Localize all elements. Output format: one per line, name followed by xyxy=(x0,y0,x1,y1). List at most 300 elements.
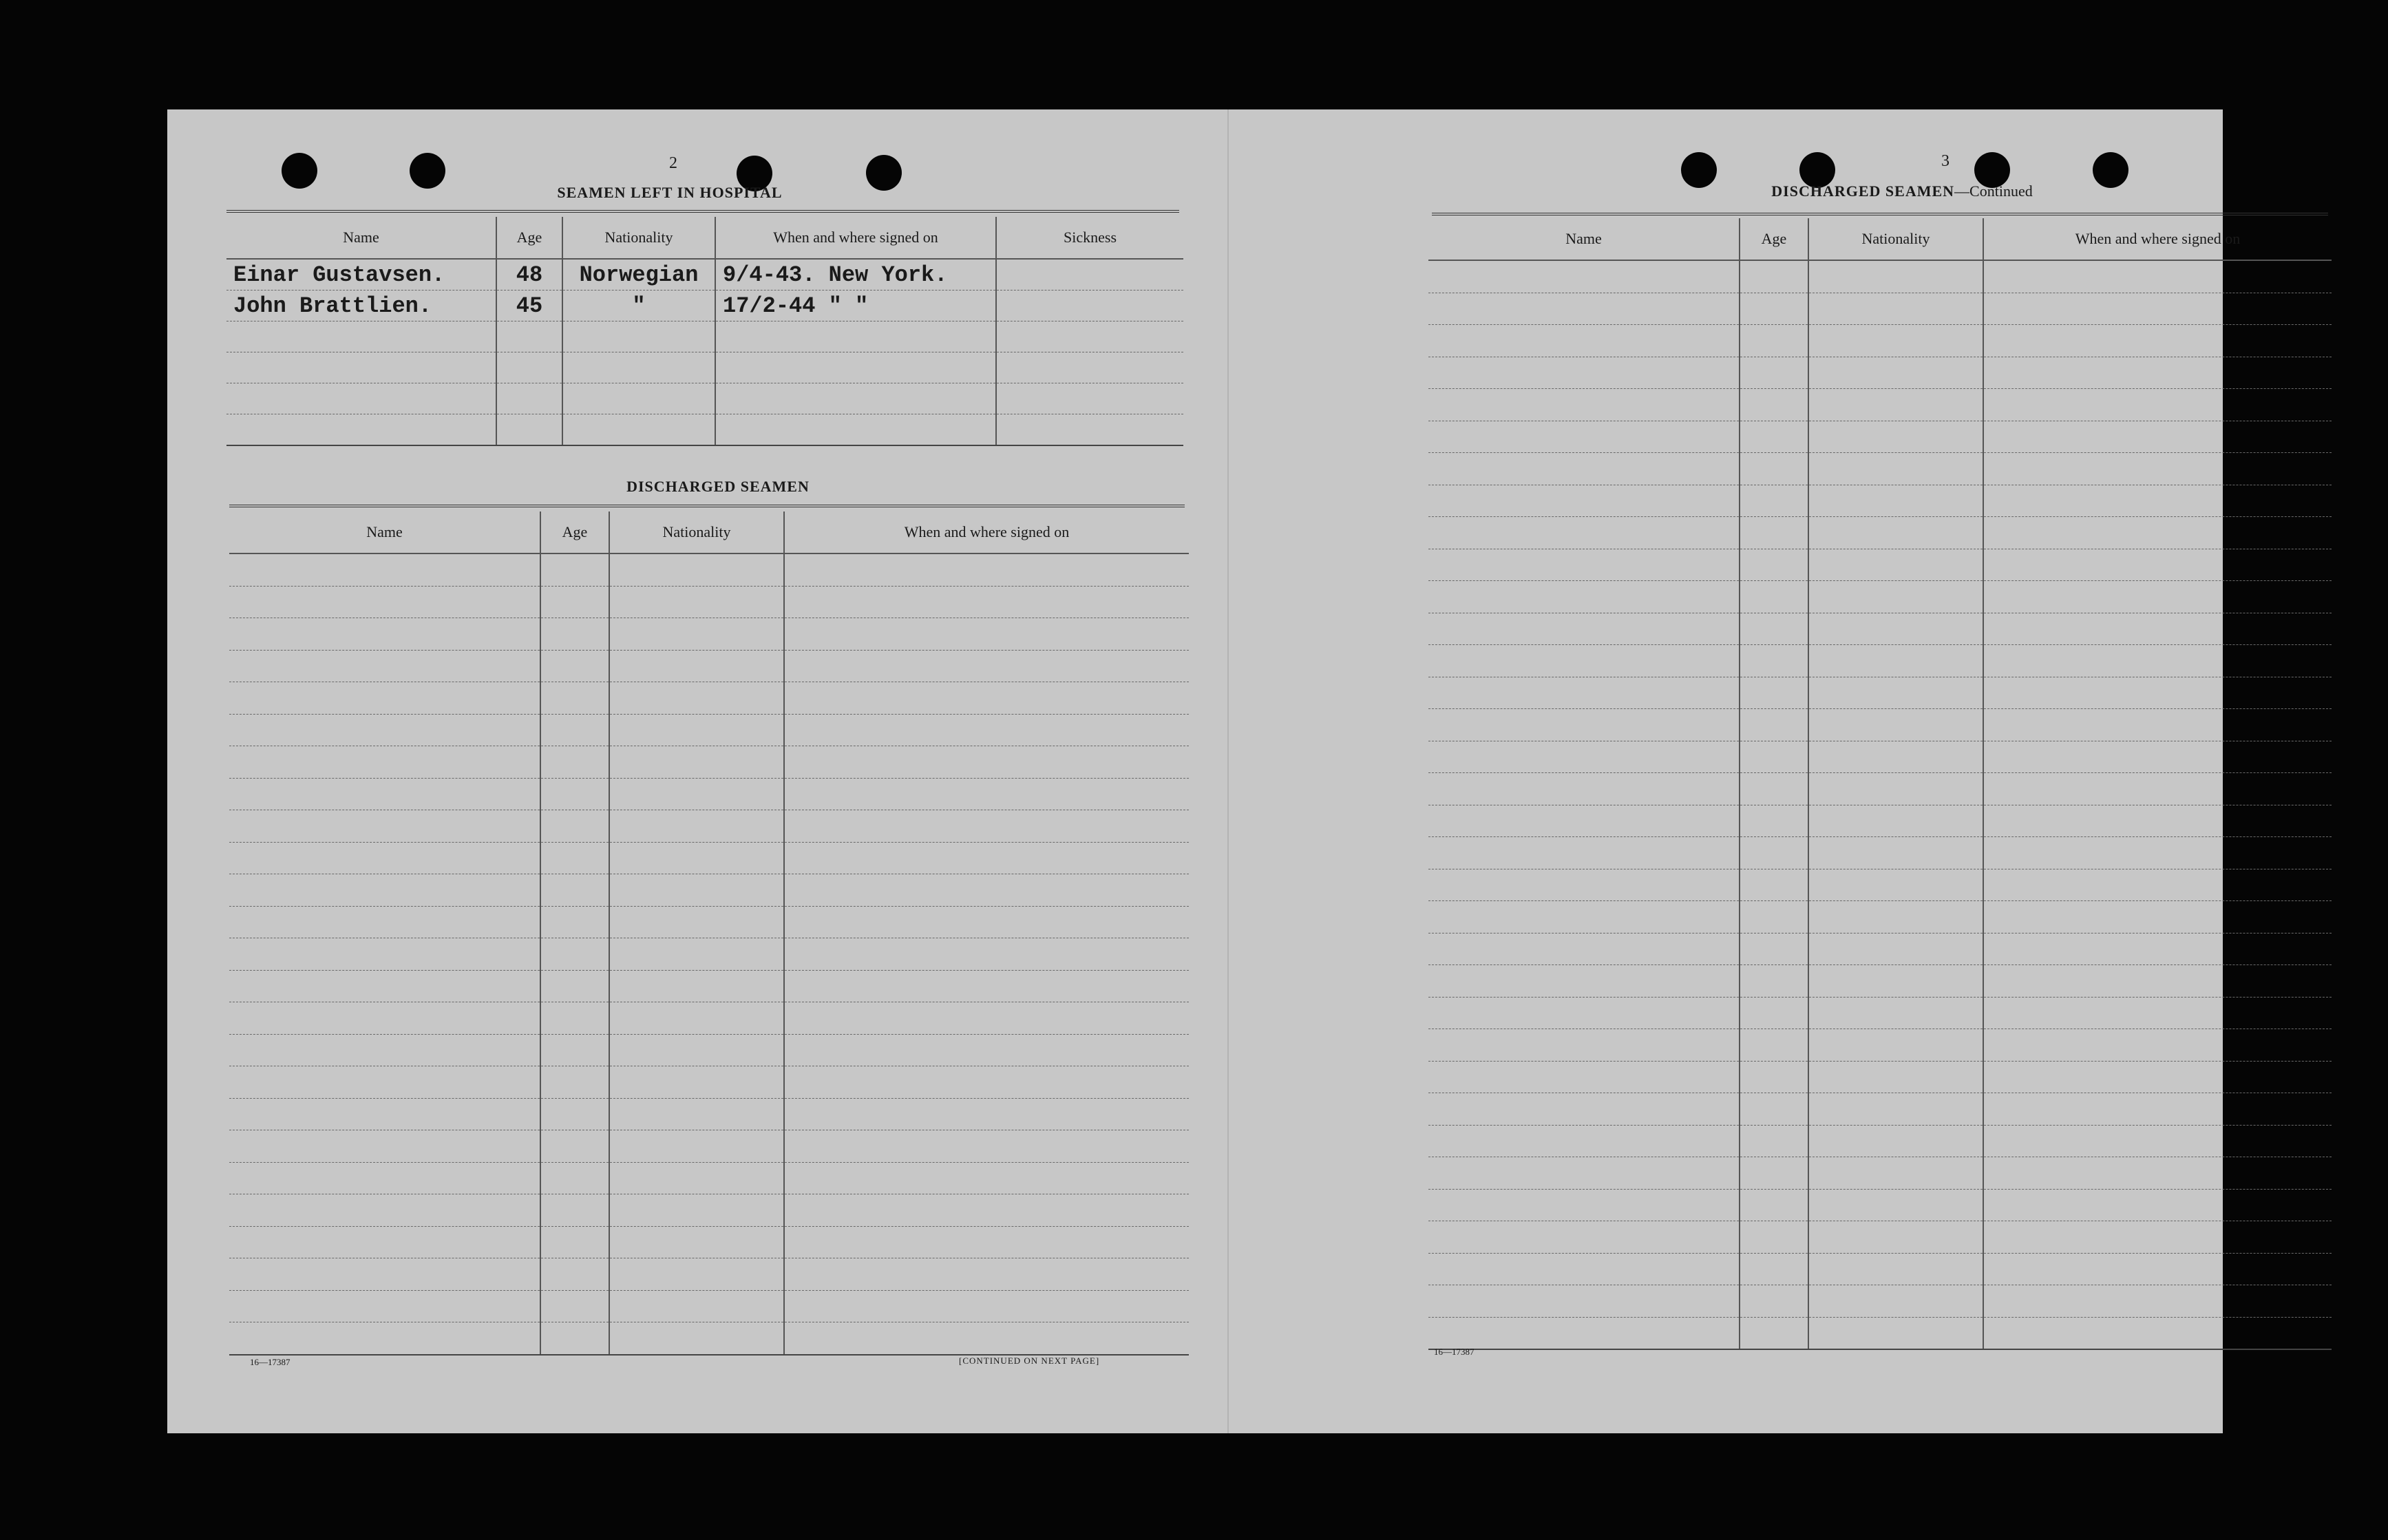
nationality-cell xyxy=(1808,581,1983,613)
signed-on-cell xyxy=(1983,709,2332,741)
nationality-cell xyxy=(1808,933,1983,965)
name-cell xyxy=(229,1002,540,1035)
signed-on-cell xyxy=(1983,677,2332,709)
age-cell xyxy=(540,1002,609,1035)
table-row xyxy=(229,1066,1189,1099)
age-cell xyxy=(1740,485,1808,517)
name-cell xyxy=(1428,1061,1740,1093)
age-cell xyxy=(540,1290,609,1322)
binder-hole xyxy=(2093,152,2128,188)
nationality-cell xyxy=(609,682,784,715)
name-cell xyxy=(1428,613,1740,645)
signed-on-cell xyxy=(1983,1125,2332,1157)
table-row xyxy=(1428,1157,2332,1190)
col-header-nationality: Nationality xyxy=(1808,218,1983,260)
table-row xyxy=(1428,581,2332,613)
name-cell xyxy=(1428,805,1740,837)
table-row xyxy=(1428,549,2332,581)
age-cell xyxy=(1740,325,1808,357)
table-row xyxy=(1428,741,2332,773)
nationality-cell xyxy=(1808,357,1983,389)
age-cell xyxy=(1740,869,1808,901)
age-cell xyxy=(540,938,609,971)
left-page xyxy=(167,109,1227,1433)
table-row xyxy=(226,414,1183,446)
age-cell xyxy=(1740,645,1808,677)
signed-on-cell xyxy=(1983,1061,2332,1093)
name-cell xyxy=(229,1226,540,1258)
table-row xyxy=(1428,933,2332,965)
name-cell xyxy=(229,746,540,779)
nationality-cell xyxy=(1808,1189,1983,1221)
table-row xyxy=(1428,965,2332,998)
name-cell xyxy=(1428,709,1740,741)
nationality-cell xyxy=(1808,1317,1983,1349)
nationality-cell xyxy=(609,1322,784,1355)
name-cell xyxy=(1428,1285,1740,1318)
name-cell xyxy=(229,1322,540,1355)
nationality-cell xyxy=(1808,1029,1983,1062)
table-row xyxy=(1428,1285,2332,1318)
sickness-cell xyxy=(996,414,1183,446)
age-cell xyxy=(540,906,609,938)
signed-on-cell xyxy=(784,682,1189,715)
col-header-signed-on: When and where signed on xyxy=(784,511,1189,553)
signed-on-cell xyxy=(1983,1253,2332,1285)
name-cell xyxy=(229,1130,540,1163)
table-row xyxy=(229,1194,1189,1227)
age-cell xyxy=(540,1098,609,1130)
name-cell xyxy=(1428,1253,1740,1285)
age-cell xyxy=(496,352,562,383)
name-cell: John Brattlien. xyxy=(226,291,496,321)
nationality-cell xyxy=(1808,549,1983,581)
name-cell: Einar Gustavsen. xyxy=(226,259,496,291)
table-row xyxy=(1428,901,2332,934)
nationality-cell xyxy=(1808,293,1983,325)
signed-on-cell xyxy=(784,1066,1189,1099)
signed-on-cell xyxy=(784,618,1189,651)
page-number: 2 xyxy=(669,154,677,172)
table-row xyxy=(1428,613,2332,645)
signed-on-cell xyxy=(715,383,996,414)
name-cell xyxy=(229,650,540,682)
name-cell xyxy=(229,682,540,715)
name-cell xyxy=(229,1290,540,1322)
table-row xyxy=(226,352,1183,383)
age-cell xyxy=(540,586,609,618)
age-cell xyxy=(540,1130,609,1163)
table-row xyxy=(1428,1317,2332,1349)
col-header-nationality: Nationality xyxy=(562,217,715,259)
signed-on-cell xyxy=(1983,613,2332,645)
name-cell xyxy=(1428,869,1740,901)
age-cell xyxy=(1740,965,1808,998)
col-header-signed-on: When and where signed on xyxy=(1983,218,2332,260)
nationality-cell xyxy=(1808,325,1983,357)
age-cell xyxy=(540,650,609,682)
nationality-cell xyxy=(1808,709,1983,741)
age-cell xyxy=(1740,997,1808,1029)
signed-on-cell xyxy=(1983,357,2332,389)
signed-on-cell: 9/4-43. New York. xyxy=(715,259,996,291)
signed-on-cell xyxy=(1983,1285,2332,1318)
age-cell xyxy=(540,970,609,1002)
nationality-cell xyxy=(1808,773,1983,805)
nationality-cell xyxy=(1808,1093,1983,1126)
name-cell xyxy=(229,906,540,938)
age-cell xyxy=(540,1322,609,1355)
name-cell xyxy=(1428,677,1740,709)
signed-on-cell xyxy=(1983,933,2332,965)
signed-on-cell xyxy=(1983,1221,2332,1254)
table-row xyxy=(1428,453,2332,485)
signed-on-cell xyxy=(784,586,1189,618)
nationality-cell xyxy=(609,874,784,907)
table-row xyxy=(1428,645,2332,677)
signed-on-cell xyxy=(784,938,1189,971)
age-cell xyxy=(540,553,609,586)
table-row xyxy=(1428,325,2332,357)
nationality-cell xyxy=(1808,260,1983,293)
signed-on-cell xyxy=(1983,645,2332,677)
signed-on-cell xyxy=(1983,1093,2332,1126)
table-row xyxy=(1428,485,2332,517)
age-cell xyxy=(496,383,562,414)
age-cell xyxy=(540,714,609,746)
age-cell xyxy=(1740,517,1808,549)
table-row xyxy=(1428,1093,2332,1126)
table-row xyxy=(229,618,1189,651)
table-row xyxy=(229,1130,1189,1163)
nationality-cell xyxy=(1808,1157,1983,1190)
name-cell xyxy=(229,938,540,971)
signed-on-cell xyxy=(784,810,1189,843)
title-suffix: —Continued xyxy=(1954,182,2033,200)
name-cell xyxy=(1428,293,1740,325)
name-cell xyxy=(1428,1125,1740,1157)
age-cell xyxy=(1740,677,1808,709)
table-row xyxy=(1428,1253,2332,1285)
age-cell xyxy=(540,810,609,843)
title-rule xyxy=(226,210,1179,213)
age-cell xyxy=(540,1066,609,1099)
table-row xyxy=(229,938,1189,971)
signed-on-cell xyxy=(784,1194,1189,1227)
age-cell xyxy=(540,842,609,874)
name-cell xyxy=(229,1194,540,1227)
name-cell xyxy=(1428,1189,1740,1221)
nationality-cell xyxy=(609,906,784,938)
col-header-signed-on: When and where signed on xyxy=(715,217,996,259)
age-cell xyxy=(540,746,609,779)
nationality-cell xyxy=(609,778,784,810)
signed-on-cell xyxy=(1983,517,2332,549)
name-cell xyxy=(229,842,540,874)
table-row xyxy=(229,874,1189,907)
name-cell xyxy=(229,1066,540,1099)
table-row xyxy=(1428,260,2332,293)
table-row xyxy=(1428,1125,2332,1157)
signed-on-cell xyxy=(784,1226,1189,1258)
signed-on-cell xyxy=(1983,773,2332,805)
name-cell xyxy=(1428,1221,1740,1254)
age-cell xyxy=(1740,1029,1808,1062)
name-cell xyxy=(1428,389,1740,421)
nationality-cell xyxy=(609,618,784,651)
age-cell xyxy=(1740,293,1808,325)
name-cell xyxy=(1428,1317,1740,1349)
table-row xyxy=(1428,997,2332,1029)
age-cell xyxy=(1740,741,1808,773)
nationality-cell xyxy=(1808,421,1983,453)
form-number: 16—17387 xyxy=(1434,1347,1475,1357)
name-cell xyxy=(229,1258,540,1291)
age-cell xyxy=(1740,1221,1808,1254)
nationality-cell xyxy=(1808,1125,1983,1157)
table-row xyxy=(226,259,1183,291)
name-cell xyxy=(1428,549,1740,581)
table-row xyxy=(1428,1061,2332,1093)
table-row xyxy=(229,1002,1189,1035)
sickness-cell xyxy=(996,259,1183,291)
name-cell xyxy=(1428,837,1740,869)
nationality-cell xyxy=(1808,1221,1983,1254)
age-cell xyxy=(1740,901,1808,934)
nationality-cell xyxy=(1808,453,1983,485)
signed-on-cell xyxy=(1983,389,2332,421)
name-cell xyxy=(229,810,540,843)
signed-on-cell xyxy=(1983,421,2332,453)
table-row xyxy=(229,1162,1189,1194)
table-row xyxy=(229,714,1189,746)
signed-on-cell xyxy=(784,1098,1189,1130)
table-row xyxy=(229,1322,1189,1355)
nationality-cell xyxy=(609,938,784,971)
table-row xyxy=(1428,869,2332,901)
signed-on-cell xyxy=(784,1290,1189,1322)
nationality-cell xyxy=(1808,389,1983,421)
age-cell xyxy=(1740,1317,1808,1349)
age-cell xyxy=(1740,421,1808,453)
nationality-cell xyxy=(1808,645,1983,677)
nationality-cell xyxy=(562,352,715,383)
name-cell xyxy=(1428,260,1740,293)
signed-on-cell xyxy=(1983,997,2332,1029)
nationality-cell xyxy=(1808,677,1983,709)
col-header-name: Name xyxy=(226,217,496,259)
name-cell xyxy=(1428,1157,1740,1190)
nationality-cell xyxy=(609,1226,784,1258)
nationality-cell xyxy=(609,746,784,779)
name-cell xyxy=(226,321,496,352)
name-cell xyxy=(1428,933,1740,965)
col-header-age: Age xyxy=(1740,218,1808,260)
nationality-cell xyxy=(609,1002,784,1035)
signed-on-cell xyxy=(784,714,1189,746)
nationality-cell: Norwegian xyxy=(562,259,715,291)
name-cell xyxy=(229,714,540,746)
title-rule xyxy=(229,505,1185,507)
name-cell xyxy=(1428,965,1740,998)
table-row xyxy=(226,291,1183,321)
discharged-continued-title xyxy=(1723,182,2081,200)
age-cell xyxy=(540,1162,609,1194)
age-cell xyxy=(1740,389,1808,421)
signed-on-cell xyxy=(1983,325,2332,357)
name-cell xyxy=(229,874,540,907)
table-row xyxy=(226,383,1183,414)
age-cell xyxy=(540,1034,609,1066)
nationality-cell xyxy=(609,970,784,1002)
signed-on-cell xyxy=(1983,901,2332,934)
age-cell xyxy=(1740,260,1808,293)
age-cell xyxy=(540,778,609,810)
signed-on-cell xyxy=(784,1034,1189,1066)
name-cell xyxy=(1428,581,1740,613)
name-cell xyxy=(1428,901,1740,934)
name-cell xyxy=(1428,773,1740,805)
name-cell xyxy=(229,618,540,651)
age-cell xyxy=(1740,709,1808,741)
signed-on-cell xyxy=(1983,453,2332,485)
hospital-header-row xyxy=(226,217,1183,259)
age-cell xyxy=(496,414,562,446)
nationality-cell xyxy=(1808,837,1983,869)
name-cell xyxy=(1428,1093,1740,1126)
table-row xyxy=(229,778,1189,810)
title-rule xyxy=(1432,213,2328,215)
col-header-nationality: Nationality xyxy=(609,511,784,553)
name-cell xyxy=(226,383,496,414)
signed-on-cell xyxy=(715,352,996,383)
nationality-cell xyxy=(1808,869,1983,901)
age-cell xyxy=(1740,1093,1808,1126)
table-row xyxy=(1428,805,2332,837)
table-row xyxy=(229,586,1189,618)
signed-on-cell xyxy=(1983,581,2332,613)
name-cell xyxy=(1428,997,1740,1029)
age-cell xyxy=(540,682,609,715)
table-row xyxy=(1428,1029,2332,1062)
signed-on-cell xyxy=(784,906,1189,938)
signed-on-cell xyxy=(1983,1189,2332,1221)
nationality-cell xyxy=(1808,901,1983,934)
table-row xyxy=(1428,357,2332,389)
signed-on-cell: 17/2-44 " " xyxy=(715,291,996,321)
age-cell xyxy=(1740,549,1808,581)
age-cell: 45 xyxy=(496,291,562,321)
nationality-cell xyxy=(1808,741,1983,773)
signed-on-cell xyxy=(784,1002,1189,1035)
table-row xyxy=(229,906,1189,938)
age-cell xyxy=(1740,1125,1808,1157)
age-cell xyxy=(1740,773,1808,805)
sickness-cell xyxy=(996,321,1183,352)
continued-note: [CONTINUED ON NEXT PAGE] xyxy=(959,1356,1100,1366)
name-cell xyxy=(1428,325,1740,357)
nationality-cell xyxy=(1808,1285,1983,1318)
age-cell xyxy=(1740,1285,1808,1318)
nationality-cell xyxy=(1808,613,1983,645)
nationality-cell xyxy=(1808,805,1983,837)
name-cell xyxy=(1428,421,1740,453)
nationality-cell xyxy=(609,1034,784,1066)
nationality-cell xyxy=(609,810,784,843)
sickness-cell xyxy=(996,352,1183,383)
right-page xyxy=(1227,109,2241,1433)
table-row xyxy=(1428,837,2332,869)
age-cell xyxy=(540,1194,609,1227)
name-cell xyxy=(229,1098,540,1130)
age-cell xyxy=(540,618,609,651)
name-cell xyxy=(1428,645,1740,677)
col-header-name: Name xyxy=(1428,218,1740,260)
signed-on-cell xyxy=(784,1162,1189,1194)
table-row xyxy=(229,682,1189,715)
table-row xyxy=(226,321,1183,352)
nationality-cell xyxy=(609,1098,784,1130)
discharged-table xyxy=(229,511,1189,1356)
signed-on-cell xyxy=(1983,1157,2332,1190)
signed-on-cell xyxy=(784,1322,1189,1355)
table-row xyxy=(1428,677,2332,709)
signed-on-cell xyxy=(1983,485,2332,517)
nationality-cell xyxy=(609,1290,784,1322)
table-row xyxy=(229,553,1189,586)
nationality-cell xyxy=(609,842,784,874)
age-cell xyxy=(1740,1253,1808,1285)
signed-on-cell xyxy=(1983,741,2332,773)
nationality-cell xyxy=(609,650,784,682)
discharged-section-title: DISCHARGED SEAMEN xyxy=(626,478,810,495)
name-cell xyxy=(229,970,540,1002)
signed-on-cell xyxy=(784,1130,1189,1163)
nationality-cell xyxy=(562,383,715,414)
nationality-cell xyxy=(609,1194,784,1227)
table-row xyxy=(229,746,1189,779)
name-cell xyxy=(1428,485,1740,517)
nationality-cell xyxy=(1808,1253,1983,1285)
signed-on-cell xyxy=(1983,260,2332,293)
table-row xyxy=(1428,517,2332,549)
hospital-table xyxy=(226,217,1183,446)
col-header-sickness: Sickness xyxy=(996,217,1183,259)
nationality-cell xyxy=(1808,485,1983,517)
name-cell xyxy=(229,1162,540,1194)
discharged-header-row xyxy=(1428,218,2332,260)
age-cell xyxy=(1740,453,1808,485)
table-row xyxy=(229,970,1189,1002)
page-number: 3 xyxy=(1941,152,1950,170)
age-cell: 48 xyxy=(496,259,562,291)
nationality-cell xyxy=(1808,965,1983,998)
signed-on-cell xyxy=(784,970,1189,1002)
age-cell xyxy=(540,1258,609,1291)
signed-on-cell xyxy=(1983,293,2332,325)
table-row xyxy=(229,1226,1189,1258)
nationality-cell xyxy=(609,1258,784,1291)
table-row xyxy=(1428,293,2332,325)
signed-on-cell xyxy=(1983,965,2332,998)
nationality-cell: " xyxy=(562,291,715,321)
table-row xyxy=(229,842,1189,874)
table-row xyxy=(229,1098,1189,1130)
ledger-sheet xyxy=(167,109,2241,1433)
table-row xyxy=(229,1290,1189,1322)
age-cell xyxy=(1740,613,1808,645)
col-header-name: Name xyxy=(229,511,540,553)
